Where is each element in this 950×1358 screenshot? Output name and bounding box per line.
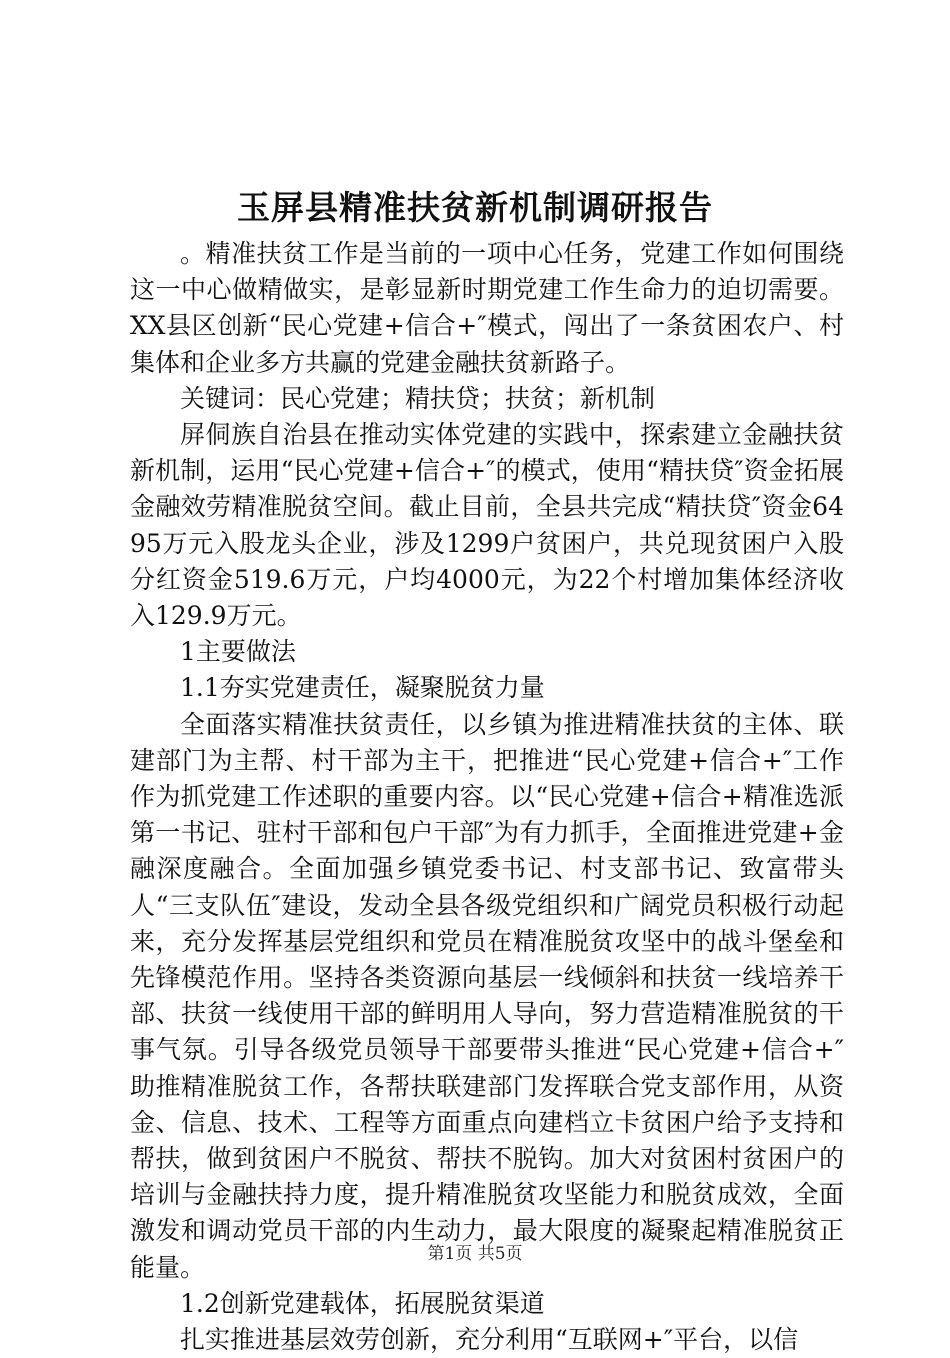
keywords-paragraph: 关键词：民心党建；精扶贷；扶贫；新机制 bbox=[180, 383, 656, 413]
subsection-heading: 1.1夯实党建责任，凝聚脱贫力量 bbox=[180, 673, 545, 703]
intro-paragraph: 屏侗族自治县在推动实体党建的实践中，探索建立金融扶贫新机制，运用“民心党建+信合+″的模式，使用“精扶贷″资金拓展金融效劳精准脱贫空间。截止目前，全县共完成“精扶贷″资金6495万元入股龙头企业，涉及1299户贫困户，共兑现贫困户入股分红资金519.6万元，户均4000元，为22个村增加集体经济收入129.9万元。 bbox=[130, 420, 844, 631]
document-body bbox=[130, 236, 844, 1358]
body-paragraph: 全面落实精准扶贫责任，以乡镇为推进精准扶贫的主体、联建部门为主帮、村干部为主干，把推进“民心党建+信合+″工作作为抓党建工作述职的重要内容。以“民心党建+信合+精准选派第一书记、驻村干部和包户干部″为有力抓手，全面推进党建+金融深度融合。全面加强乡镇党委书记、村支部书记、致富带头人“三支队伍″建设，发动全县各级党组织和广阔党员积极行动起来，充分发挥基层党组织和党员在精准脱贫攻坚中的战斗堡垒和先锋模范作用。坚持各类资源向基层一线倾斜和扶贫一线培养干部、扶贫一线使用干部的鲜明用人导向，努力营造精准脱贫的干事气氛。引导各级党员领导干部要带头推进“民心党建+信合+″助推精准脱贫工作，各帮扶联建部门发挥联合党支部作用，从资金、信息、技术、工程等方面重点向建档立卡贫困户给予支持和帮扶，做到贫困户不脱贫、帮扶不脱钩。加大对贫困村贫困户的培训与金融扶持力度，提升精准脱贫攻坚能力和脱贫成效，全面激发和调动党员干部的内生动力，最大限度的凝聚起精准脱贫正能量。 bbox=[130, 709, 844, 1282]
section-heading: 1主要做法 bbox=[180, 637, 296, 667]
page-number: 第1页 共5页 bbox=[427, 1244, 523, 1264]
abstract-paragraph: 。精准扶贫工作是当前的一项中心任务，党建工作如何围绕这一中心做精做实，是彰显新时期党建工作生命力的迫切需要。XX县区创新“民心党建+信合+″模式，闯出了一条贫困农户、村集体和企业多方共赢的党建金融扶贫新路子。 bbox=[130, 239, 844, 377]
subsection-heading: 1.2创新党建载体，拓展脱贫渠道 bbox=[180, 1288, 545, 1318]
document-title: 玉屏县精准扶贫新机制调研报告 bbox=[237, 188, 713, 227]
body-paragraph: 扎实推进基层效劳创新，充分利用“互联网+″平台，以信 bbox=[180, 1325, 799, 1355]
